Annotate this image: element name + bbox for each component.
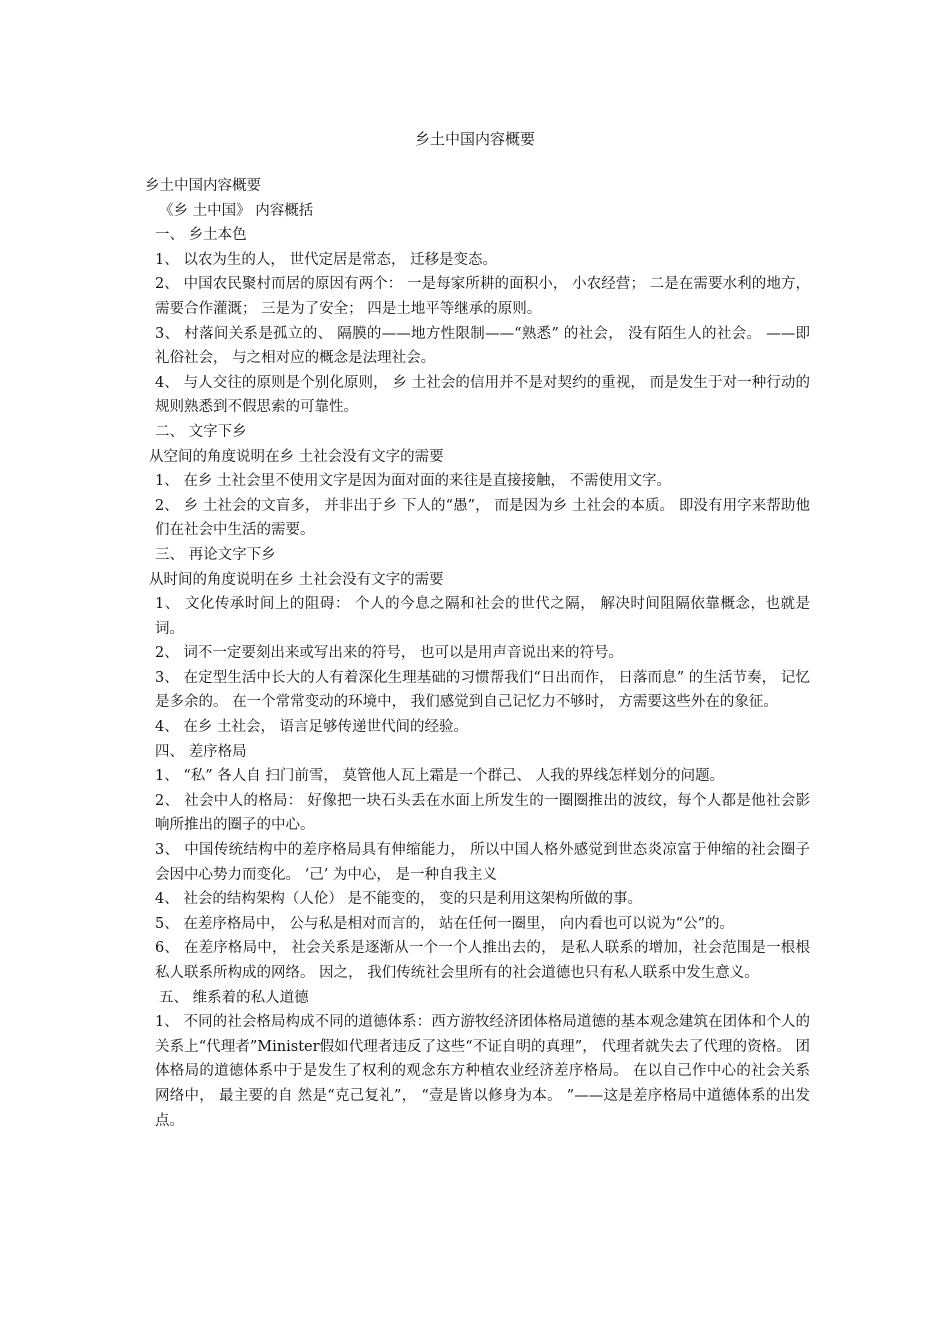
paragraph: 《乡 土中国》 内容概括 xyxy=(159,202,314,219)
paragraph: 3、 在定型生活中长大的人有着深化生理基础的习惯帮我们“日出而作， 日落而息” 的生活节奏， 记忆是多余的。 在一个常常变动的环境中， 我们感觉到自己记忆力不够时， 方需要这些外在的象征。 xyxy=(155,669,810,711)
paragraph: 2、 中国农民聚村而居的原因有两个： 一是每家所耕的面积小， 小农经营； 二是在需要水利的地方， 需要合作灌溉； 三是为了安全； 四是土地平等继承的原则。 xyxy=(155,276,810,317)
paragraph: 从空间的角度说明在乡 土社会没有文字的需要 xyxy=(149,448,444,465)
paragraph: 1、 文化传承时间上的阻碍： 个人的今息之隔和社会的世代之隔， 解决时间阻隔依靠概念，也就是词。 xyxy=(155,596,810,637)
paragraph: 4、 在乡 土社会， 语言足够传递世代间的经验。 xyxy=(155,719,469,736)
paragraph: 3、 中国传统结构中的差序格局具有伸缩能力， 所以中国人格外感觉到世态炎凉富于伸缩的社会圈子会因中心势力而变化。 ‘己’ 为中心， 是一种自我主义 xyxy=(155,842,810,883)
section-heading: 四、 差序格局 xyxy=(155,743,247,760)
section-heading: 三、 再论文字下乡 xyxy=(155,546,276,563)
paragraph: 3、 村落间关系是孤立的、 隔膜的——地方性限制——“熟悉” 的社会， 没有陌生人的社会。 ——即礼俗社会， 与之相对应的概念是法理社会。 xyxy=(155,325,810,367)
paragraph: 6、 在差序格局中， 社会关系是逐渐从一个一个人推出去的， 是私人联系的增加，社会范围是一根根私人联系所构成的网络。 因之， 我们传统社会里所有的社会道德也只有私人联系中发生意义。 xyxy=(155,940,810,981)
page-title: 乡土中国内容概要 xyxy=(414,130,535,148)
paragraph: 4、 社会的结构架构（人伦） 是不能变的， 变的只是利用这架构所做的事。 xyxy=(155,891,643,908)
paragraph: 1、 以农为生的人， 世代定居是常态， 迁移是变态。 xyxy=(155,251,498,268)
paragraph: 2、 社会中人的格局： 好像把一块石头丢在水面上所发生的一圈圈推出的波纹，每个人都是他社会影响所推出的圈子的中心。 xyxy=(155,792,810,834)
document-body xyxy=(145,174,810,1133)
section-heading: 一、 乡土本色 xyxy=(155,227,247,244)
paragraph: 乡土中国内容概要 xyxy=(145,178,261,194)
paragraph: 2、 乡 土社会的文盲多， 并非出于乡 下人的“愚”， 而是因为乡 土社会的本质。 即没有用字来帮助他们在社会中生活的需要。 xyxy=(155,497,810,539)
paragraph: 从时间的角度说明在乡 土社会没有文字的需要 xyxy=(149,571,444,588)
paragraph: 4、 与人交往的原则是个别化原则， 乡 土社会的信用并不是对契约的重视， 而是发生于对一种行动的规则熟悉到不假思索的可靠性。 xyxy=(155,374,810,416)
paragraph: 5、 在差序格局中， 公与私是相对而言的， 站在任何一圈里， 向内看也可以说为“公”的。 xyxy=(155,915,734,932)
paragraph: 1、 不同的社会格局构成不同的道德体系：西方游牧经济团体格局道德的基本观念建筑在团体和个人的关系上“代理者”Minister假如代理者违反了这些“不证自明的真理”， 代理者就失去了代理的资格。 团体格局的道德体系中于是发生了权利的观念东方种植农业经济差序格局。 在以自己作中心的社会关系网络中， 最主要的自 然是“克己复礼”， “壹是皆以修身为本。 ”——这是差序格局中道德体系的出发点。 xyxy=(155,1014,810,1129)
paragraph: 2、 词不一定要刻出来或写出来的符号， 也可以是用声音说出来的符号。 xyxy=(155,645,623,662)
section-heading: 五、 维系着的私人道德 xyxy=(159,989,309,1006)
paragraph: 1、 “私” 各人自 扫门前雪， 莫管他人瓦上霜是一个群己、 人我的界线怎样划分的问题。 xyxy=(155,768,725,785)
paragraph: 1、 在乡 土社会里不使用文字是因为面对面的来往是直接接触， 不需使用文字。 xyxy=(155,473,672,490)
section-heading: 二、 文字下乡 xyxy=(155,423,247,440)
